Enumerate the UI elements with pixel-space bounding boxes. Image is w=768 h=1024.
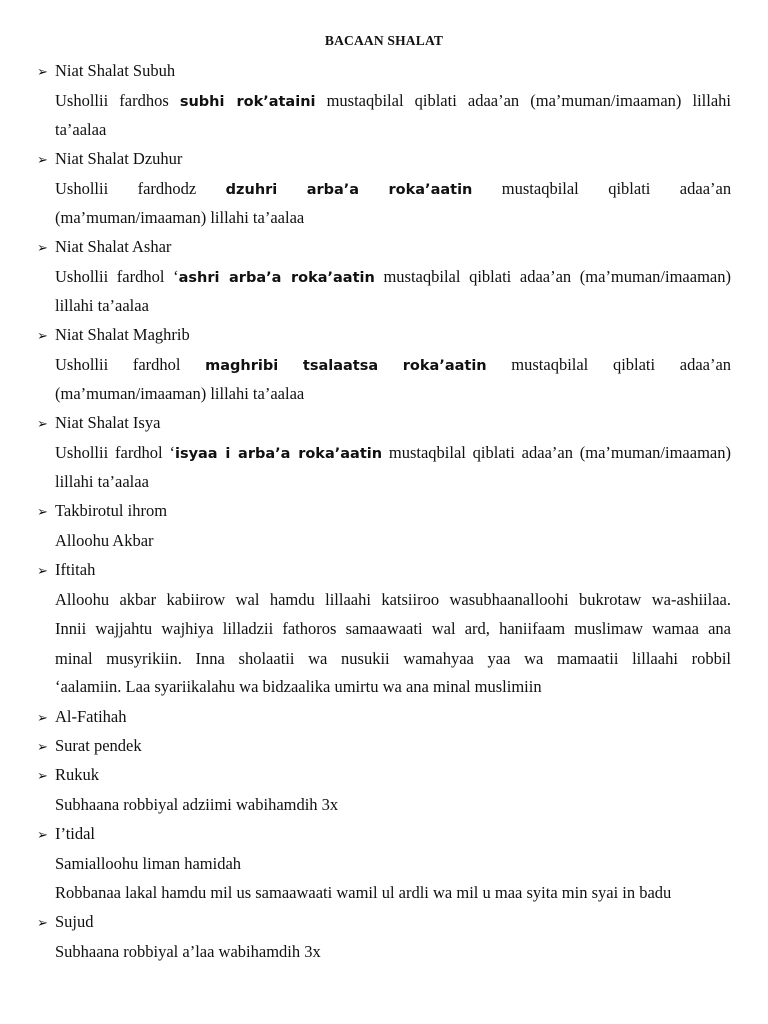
arrow-bullet-icon: ➢ — [37, 417, 48, 432]
text: Ushollii fardhos — [55, 91, 180, 110]
sujud-line-1: Subhaana robbiyal a’laa wabihamdih 3x — [55, 942, 321, 961]
heading-text: Niat Shalat Dzuhur — [55, 149, 183, 168]
bold-text: tsalaatsa — [302, 358, 379, 374]
text: qiblati — [612, 355, 656, 374]
dzuhur-line-2: (ma’muman/imaaman) lillahi ta’aalaa — [55, 208, 305, 227]
heading-iftitah — [37, 560, 727, 582]
maghrib-line-1 — [55, 355, 731, 376]
heading-text: Surat pendek — [55, 736, 142, 755]
itidal-line-1: Samialloohu liman hamidah — [55, 854, 242, 873]
isya-line-2: lillahi ta’aalaa — [55, 472, 149, 491]
bold-text: roka’aatin — [388, 182, 473, 198]
bold-text: isyaa i arba’a roka’aatin — [174, 446, 383, 462]
arrow-bullet-icon: ➢ — [37, 711, 48, 726]
heading-text: Sujud — [55, 912, 94, 931]
heading-niat-dzuhur — [37, 149, 727, 171]
heading-surat-pendek — [37, 736, 727, 758]
text: qiblati — [608, 179, 651, 198]
arrow-bullet-icon: ➢ — [37, 65, 48, 80]
iftitah-line-1: Alloohu akbar kabiirow wal hamdu lillaahi katsiiroo wasubhaanalloohi bukrotaw wa-ashiilaa. — [55, 590, 731, 609]
text: mustaqbilal qiblati adaa’an (ma’muman/imaaman) — [374, 267, 731, 286]
dzuhur-line-1 — [55, 179, 731, 200]
text: mustaqbilal — [511, 355, 589, 374]
itidal-line-2: Robbanaa lakal hamdu mil us samaawaati wamil ul ardli wa mil u maa syita min syai in badu — [55, 883, 672, 902]
bold-text: arba’a — [306, 182, 360, 198]
isya-line-1 — [55, 443, 731, 464]
arrow-bullet-icon: ➢ — [37, 153, 48, 168]
bold-text: maghribi — [205, 358, 279, 374]
heading-niat-subuh — [37, 61, 727, 83]
heading-al-fatihah — [37, 707, 727, 729]
arrow-bullet-icon: ➢ — [37, 769, 48, 784]
text: Ushollii — [55, 179, 109, 198]
arrow-bullet-icon: ➢ — [37, 505, 48, 520]
text: adaa’an — [679, 355, 732, 374]
heading-text: Al-Fatihah — [55, 707, 127, 726]
text: Ushollii fardhol ‘ — [55, 443, 175, 462]
arrow-bullet-icon: ➢ — [37, 241, 48, 256]
text: mustaqbilal qiblati adaa’an (ma’muman/imaaman) lillahi — [315, 91, 731, 110]
arrow-bullet-icon: ➢ — [37, 564, 48, 579]
heading-text: Niat Shalat Ashar — [55, 237, 172, 256]
text: fardhodz — [137, 179, 197, 198]
heading-itidal — [37, 824, 727, 846]
ashar-line-1 — [55, 267, 731, 288]
bold-text: ashri arba’a roka’aatin — [178, 270, 375, 286]
heading-text: Niat Shalat Isya — [55, 413, 161, 432]
bold-text: subhi rok’ataini — [179, 94, 316, 110]
text: mustaqbilal — [501, 179, 579, 198]
heading-takbirotul-ihrom — [37, 501, 727, 523]
heading-text: Niat Shalat Subuh — [55, 61, 176, 80]
bold-text: roka’aatin — [402, 358, 487, 374]
subuh-line-1 — [55, 91, 731, 112]
heading-text: I’tidal — [55, 824, 96, 843]
heading-niat-maghrib — [37, 325, 727, 347]
heading-niat-isya — [37, 413, 727, 435]
subuh-line-2: ta’aalaa — [55, 120, 107, 139]
heading-text: Iftitah — [55, 560, 96, 579]
rukuk-line-1: Subhaana robbiyal adziimi wabihamdih 3x — [55, 795, 339, 814]
text: adaa’an — [679, 179, 732, 198]
heading-sujud — [37, 912, 727, 934]
takbir-line-1: Alloohu Akbar — [55, 531, 154, 550]
text: mustaqbilal qiblati adaa’an (ma’muman/imaaman) — [382, 443, 731, 462]
heading-text: Rukuk — [55, 765, 100, 784]
text: Ushollii — [55, 355, 109, 374]
heading-text: Takbirotul ihrom — [55, 501, 168, 520]
iftitah-line-4: ‘aalamiin. Laa syariikalahu wa bidzaalika umirtu wa ana minal muslimiin — [55, 677, 542, 696]
heading-rukuk — [37, 765, 727, 787]
iftitah-line-2: Innii wajjahtu wajhiya lilladzii fathoros samaawaati wal ard, haniifaam muslimaw wamaa ana — [55, 619, 731, 638]
document-title: BACAAN SHALAT — [324, 33, 444, 48]
maghrib-line-2: (ma’muman/imaaman) lillahi ta’aalaa — [55, 384, 305, 403]
heading-niat-ashar — [37, 237, 727, 259]
arrow-bullet-icon: ➢ — [37, 740, 48, 755]
text: Ushollii fardhol ‘ — [55, 267, 179, 286]
bold-text: dzuhri — [225, 182, 278, 198]
text: fardhol — [132, 355, 181, 374]
arrow-bullet-icon: ➢ — [37, 916, 48, 931]
arrow-bullet-icon: ➢ — [37, 828, 48, 843]
arrow-bullet-icon: ➢ — [37, 329, 48, 344]
heading-text: Niat Shalat Maghrib — [55, 325, 190, 344]
iftitah-line-3: minal musyrikiin. Inna sholaatii wa nusukii wamahyaa yaa wa mamaatii lillaahi robbil — [55, 649, 731, 668]
ashar-line-2: lillahi ta’aalaa — [55, 296, 149, 315]
